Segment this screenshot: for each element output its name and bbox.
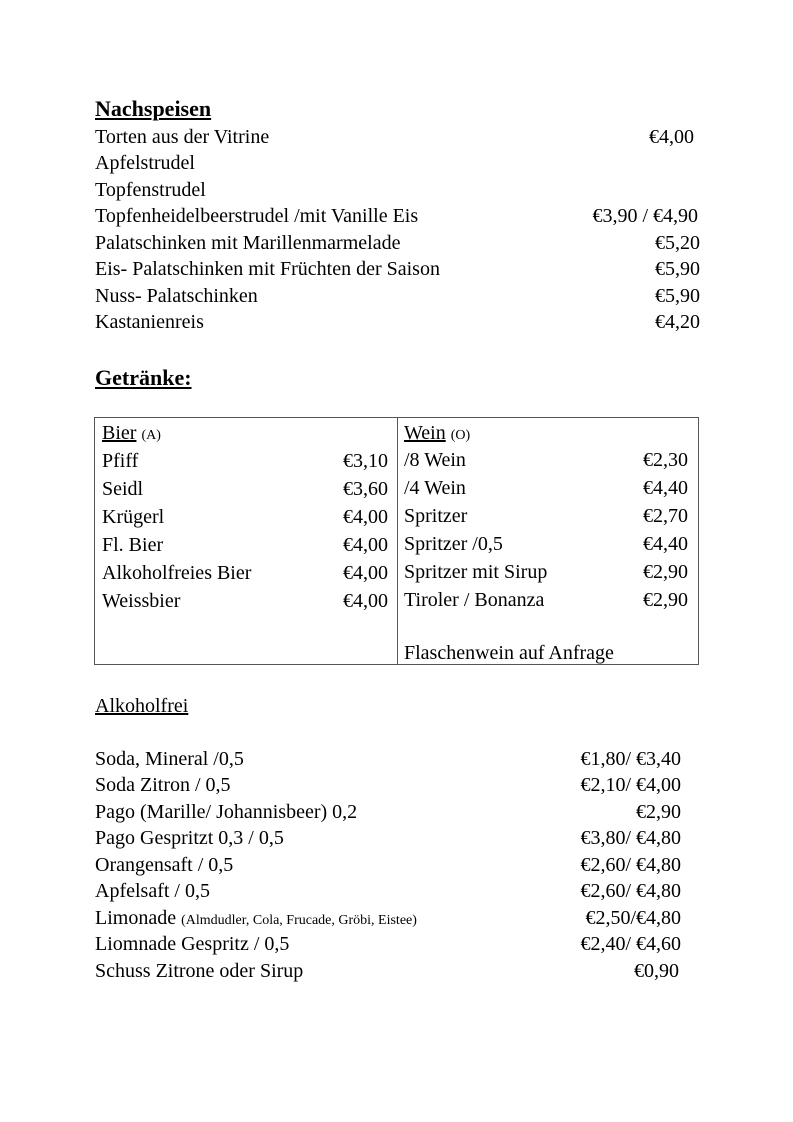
- bottle-wine-note: Flaschenwein auf Anfrage: [404, 642, 614, 664]
- beer-name: Krügerl: [102, 506, 165, 528]
- soft-drink-price: €2,10/ €4,00: [580, 774, 681, 796]
- beer-item: [102, 559, 388, 587]
- soft-drink-detail: (Almdudler, Cola, Frucade, Gröbi, Eistee): [181, 913, 417, 928]
- soft-drink-name: Soda Zitron / 0,5: [95, 774, 231, 796]
- wine-name: Tiroler / Bonanza: [404, 589, 545, 611]
- wine-item: [404, 530, 688, 558]
- soft-drink-name: Orangensaft / 0,5: [95, 854, 234, 876]
- soft-drink-price: €0,90: [634, 960, 679, 982]
- wine-item: [404, 474, 688, 502]
- dessert-item: [95, 283, 700, 309]
- wine-title: Wein: [404, 422, 446, 444]
- soft-drink-label: [95, 905, 417, 934]
- drinks-table: [94, 417, 699, 665]
- dessert-item: [95, 124, 700, 150]
- beer-column: [102, 420, 388, 664]
- soft-drink-name: Liomnade Gespritz / 0,5: [95, 933, 290, 955]
- dessert-item: [95, 203, 700, 229]
- beer-code: (A): [141, 428, 161, 443]
- dessert-item: [95, 150, 700, 176]
- beer-name: Seidl: [102, 478, 144, 500]
- soft-drink-name: Pago Gespritzt 0,3 / 0,5: [95, 827, 284, 849]
- soft-drink-item: [95, 931, 700, 957]
- soft-drink-name: Pago (Marille/ Johannisbeer) 0,2: [95, 801, 358, 823]
- soft-drink-price: €2,60/ €4,80: [580, 854, 681, 876]
- soft-drink-item: [95, 878, 700, 904]
- beer-title: Bier: [102, 422, 137, 444]
- soft-drink-item: [95, 958, 700, 984]
- beer-item: [102, 447, 388, 475]
- wine-code: (O): [450, 428, 471, 443]
- beer-item: [102, 475, 388, 503]
- dessert-name: Topfenstrudel: [95, 179, 206, 201]
- dessert-price: €3,90 / €4,90: [592, 205, 698, 227]
- beer-price: €4,00: [343, 534, 388, 556]
- dessert-price: €4,20: [655, 311, 700, 333]
- soft-drink-price: €2,90: [636, 801, 681, 823]
- soft-drink-price: €2,60/ €4,80: [580, 880, 681, 902]
- dessert-price: €5,90: [655, 258, 700, 280]
- soft-drink-name: Soda, Mineral /0,5: [95, 748, 244, 770]
- wine-name: Spritzer: [404, 505, 468, 527]
- dessert-item: [95, 309, 700, 335]
- soft-drink-name: Limonade: [95, 907, 177, 929]
- beer-name: Weissbier: [102, 590, 181, 612]
- beer-price: €4,00: [343, 506, 388, 528]
- beer-price: €3,60: [343, 478, 388, 500]
- wine-name: Spritzer /0,5: [404, 533, 503, 555]
- soft-drink-name: Apfelsaft / 0,5: [95, 880, 210, 902]
- desserts-heading: Nachspeisen: [95, 96, 212, 121]
- wine-item: [404, 558, 688, 586]
- soft-drink-item: [95, 852, 700, 878]
- beer-name: Fl. Bier: [102, 534, 164, 556]
- wine-price: €2,30: [643, 449, 688, 471]
- beer-price: €4,00: [343, 562, 388, 584]
- dessert-price: €5,90: [655, 285, 700, 307]
- dessert-name: Eis- Palatschinken mit Früchten der Saison: [95, 258, 440, 280]
- soft-drink-price: €2,50/€4,80: [585, 907, 681, 929]
- soft-drink-item: [95, 905, 700, 931]
- soft-drink-price: €3,80/ €4,80: [580, 827, 681, 849]
- wine-name: /4 Wein: [404, 477, 466, 499]
- soft-drink-price: €1,80/ €3,40: [580, 748, 681, 770]
- beer-item: [102, 531, 388, 559]
- wine-heading: [404, 420, 470, 449]
- dessert-name: Palatschinken mit Marillenmarmelade: [95, 232, 401, 254]
- soft-drinks-heading: Alkoholfrei: [95, 695, 189, 717]
- wine-item: [404, 502, 688, 530]
- beer-name: Pfiff: [102, 450, 139, 472]
- soft-drink-item: [95, 825, 700, 851]
- wine-price: €4,40: [643, 477, 688, 499]
- soft-drink-item: [95, 772, 700, 798]
- dessert-price: €5,20: [655, 232, 700, 254]
- wine-price: €2,90: [643, 589, 688, 611]
- dessert-name: Torten aus der Vitrine: [95, 126, 270, 148]
- beer-price: €4,00: [343, 590, 388, 612]
- soft-drink-item: [95, 799, 700, 825]
- soft-drink-item: [95, 746, 700, 772]
- beer-price: €3,10: [343, 450, 388, 472]
- wine-price: €2,90: [643, 561, 688, 583]
- dessert-item: [95, 256, 700, 282]
- wine-price: €4,40: [643, 533, 688, 555]
- soft-drink-price: €2,40/ €4,60: [580, 933, 681, 955]
- soft-drink-name: Schuss Zitrone oder Sirup: [95, 960, 304, 982]
- wine-price: €2,70: [643, 505, 688, 527]
- dessert-price: €4,00: [649, 126, 694, 148]
- wine-item: [404, 586, 688, 614]
- beer-heading: [102, 420, 161, 449]
- wine-name: /8 Wein: [404, 449, 466, 471]
- wine-column: [404, 420, 688, 664]
- dessert-name: Apfelstrudel: [95, 152, 195, 174]
- column-divider: [397, 418, 398, 664]
- drinks-heading: Getränke:: [95, 365, 192, 390]
- beer-name: Alkoholfreies Bier: [102, 562, 252, 584]
- dessert-item: [95, 177, 700, 203]
- dessert-name: Kastanienreis: [95, 311, 204, 333]
- dessert-item: [95, 230, 700, 256]
- beer-item: [102, 503, 388, 531]
- dessert-name: Topfenheidelbeerstrudel /mit Vanille Eis: [95, 205, 419, 227]
- wine-name: Spritzer mit Sirup: [404, 561, 548, 583]
- wine-item: [404, 446, 688, 474]
- dessert-name: Nuss- Palatschinken: [95, 285, 258, 307]
- beer-item: [102, 587, 388, 615]
